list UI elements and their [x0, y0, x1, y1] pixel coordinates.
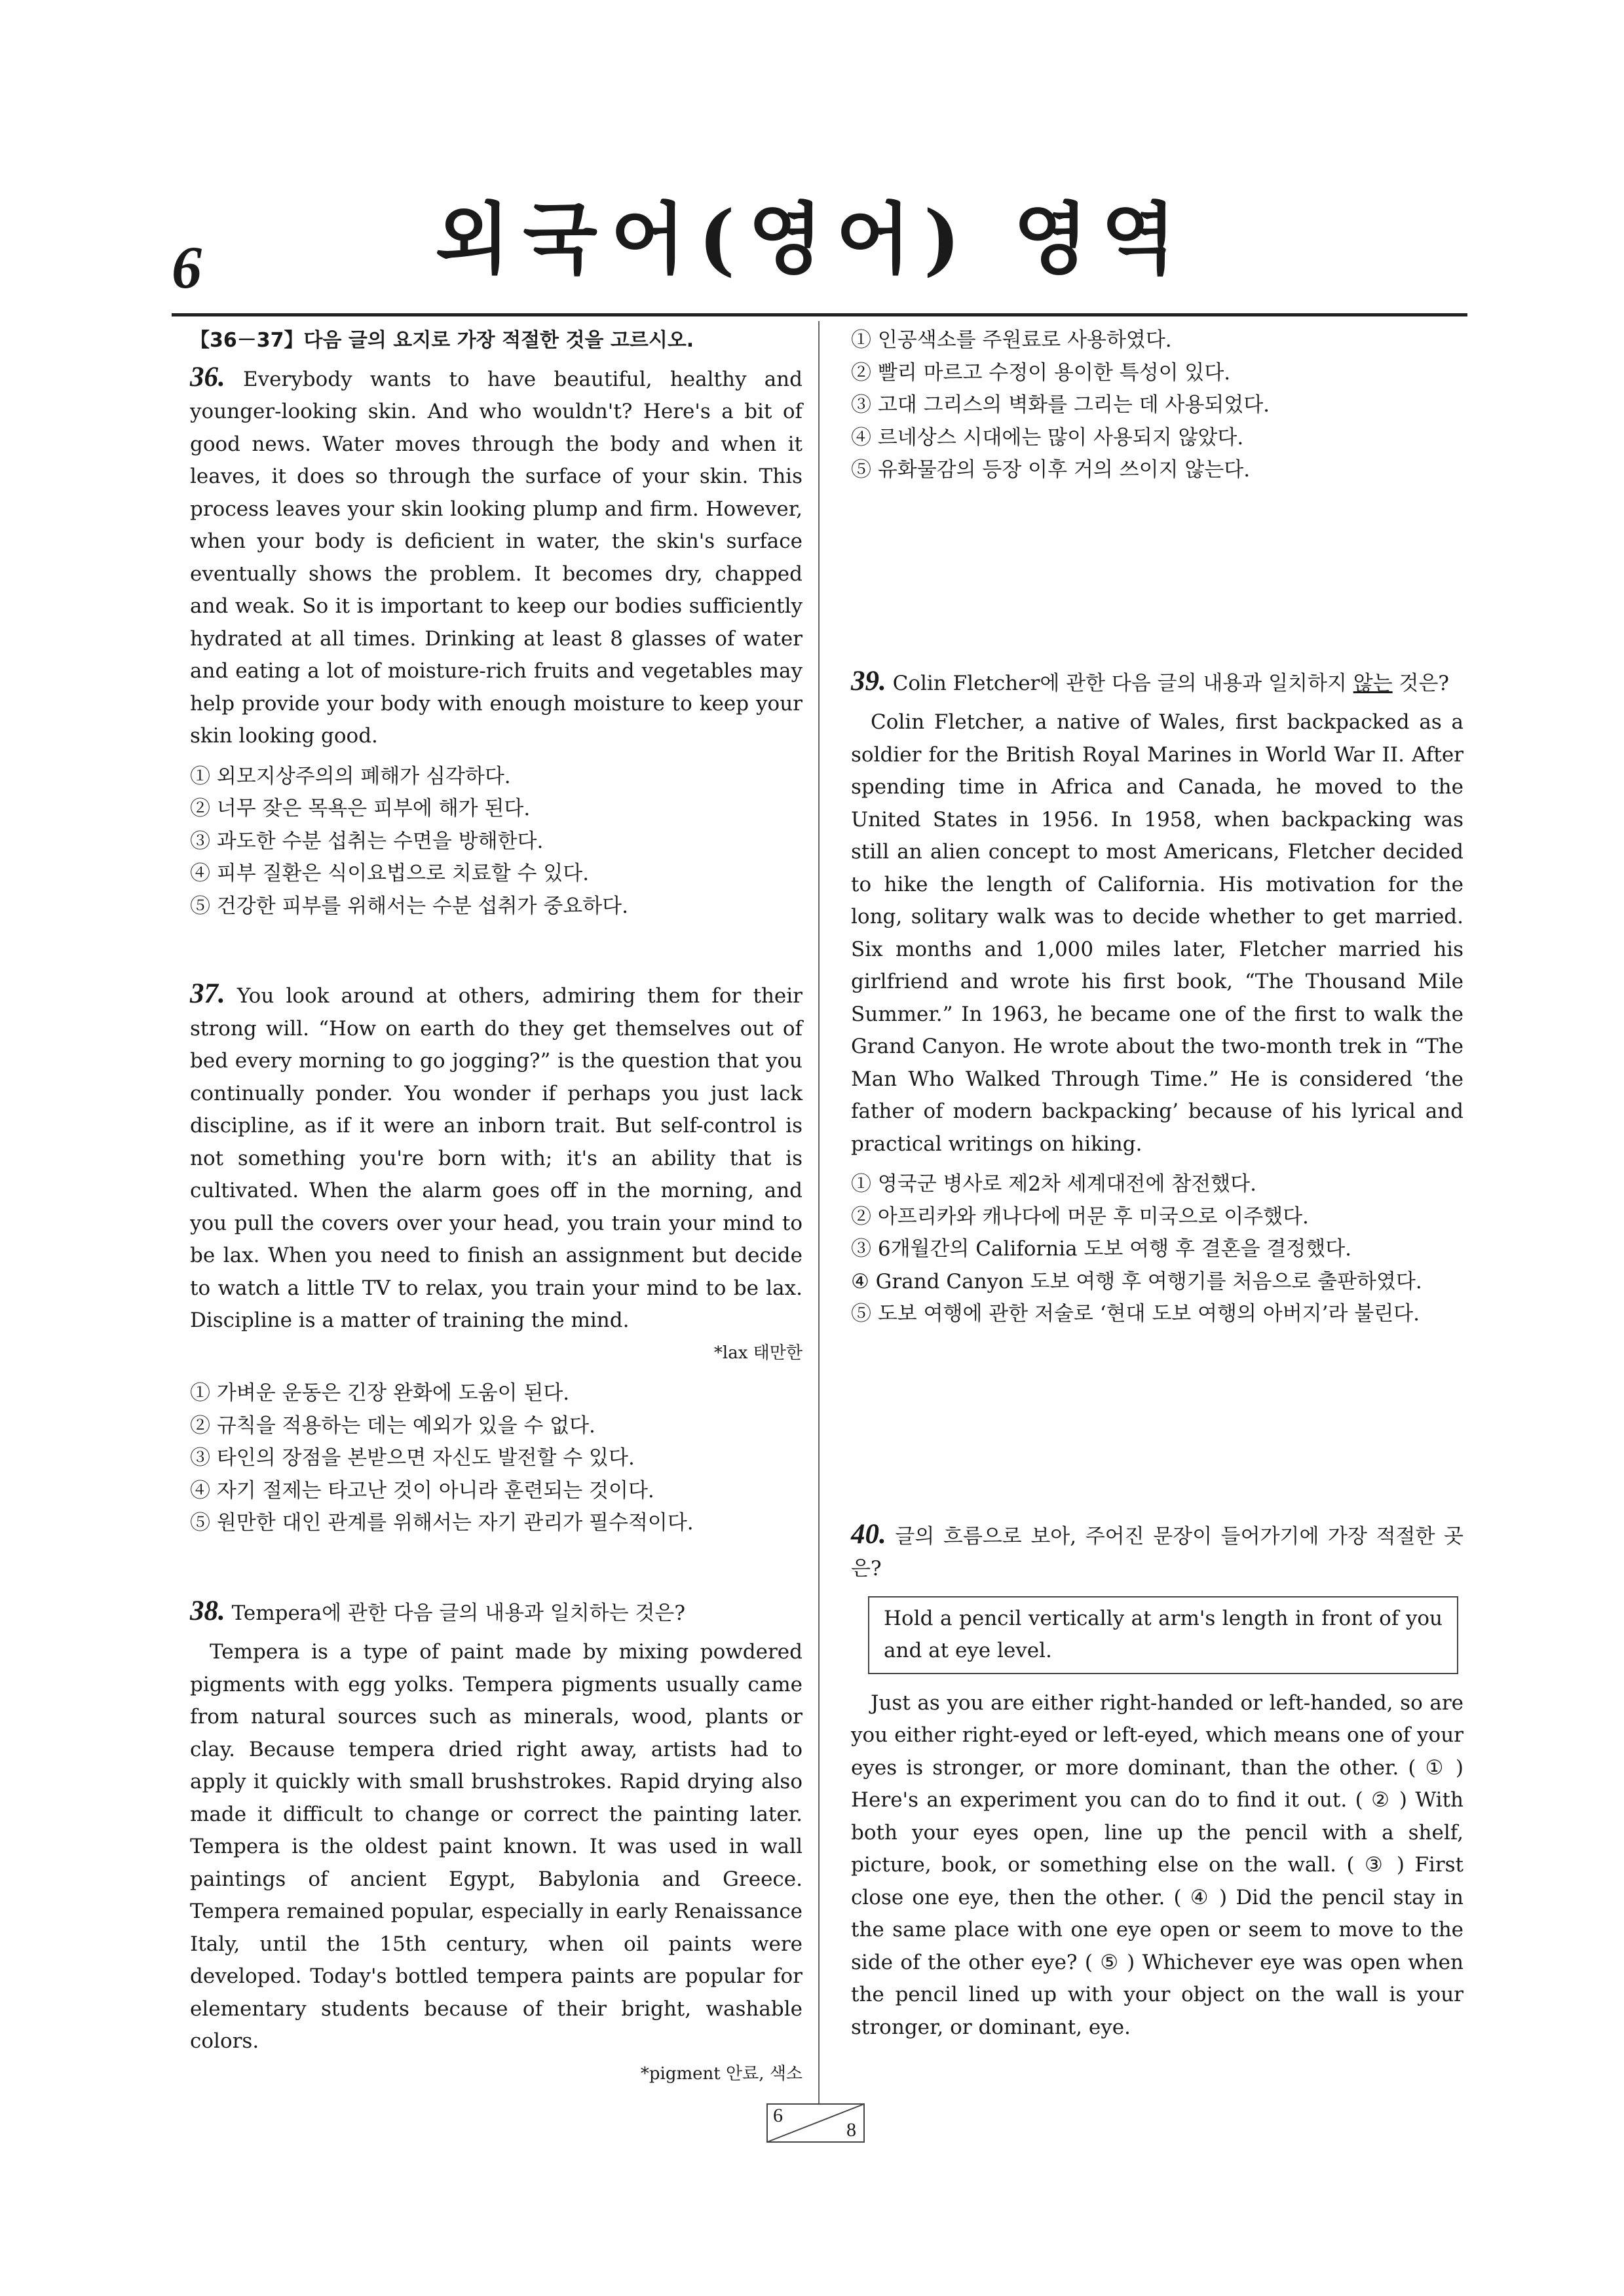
current-page: 6: [773, 2105, 783, 2126]
question-38: [190, 1595, 803, 2091]
answer-option[interactable]: ① 가벼운 운동은 긴장 완화에 도움이 된다.: [190, 1381, 570, 1405]
question-number: 40.: [851, 1518, 886, 1550]
passage-text: Just as you are either right-handed or left-handed, so are you either right-eyed or left-eyed, which means one of your eyes is stronger, or more dominant, than the other. ( ① ) Here's an experiment you can do to find it out. ( ② ) With both your eyes open, line up the pencil with a shelf, picture, book, or something else on the wall. ( ③ ) First close one eye, then the other. ( ④ ) Did the pencil stay in the same place with one eye open or seem to move to the side of the other eye? ( ⑤ ) Whichever eye was open when the pencil lined up with your object on the wall is your stronger, or dominant, eye.: [851, 1691, 1463, 2039]
answer-option[interactable]: ③ 6개월간의 California 도보 여행 후 결혼을 결정했다.: [851, 1237, 1352, 1261]
question-text-end: 것은?: [1392, 671, 1450, 695]
column-divider: [818, 321, 820, 2103]
passage-text: Everybody wants to have beautiful, healthy and younger-looking skin. And who wouldn't? Here's a bit of good news. Water moves through the body and when it leaves, it does so through the surface of your skin. This process leaves your skin looking plump and firm. However, when your body is deficient in water, the skin's surface eventually shows the problem. It becomes dry, chapped and weak. So it is important to keep our bodies sufficiently hydrated at all times. Drinking at least 8 glasses of water and eating a lot of moisture-rich fruits and vegetables may help provide your body with enough moisture to keep your skin looking good.: [190, 367, 803, 748]
question-number: 39.: [851, 665, 886, 697]
passage-text: You look around at others, admiring them for their strong will. “How on earth do they get themselves out of bed every morning to go jogging?” is the question that you continually ponder. You wonder if perhaps you just lack discipline, as if it were an inborn trait. But self-control is not something you're born with; it's an ability that is cultivated. When the alarm goes off in the morning, and you pull the covers over your head, you train your mind to be lax. When you need to finish an assignment but decide to watch a little TV to relax, you train your mind to be lax. Discipline is a matter of training the mind.: [190, 984, 803, 1332]
footnote: *pigment 안료, 색소: [640, 2063, 803, 2084]
passage-text: Colin Fletcher, a native of Wales, first backpacked as a soldier for the British Royal Marines in World War II. After spending time in Africa and Canada, he moved to the United States in 1956. In 1958, when backpacking was still an alien concept to most Americans, Fletcher decided to hike the length of California. His motivation for the long, solitary walk was to decide whether to get married. Six months and 1,000 miles later, Fletcher married his girlfriend and wrote his first book, “The Thousand Mile Summer.” In 1963, he became one of the first to walk the Grand Canyon. He wrote about the two-month trek in “The Man Who Walked Through Time.” He is considered ‘the father of modern backpacking’ because of his lyrical and practical writings on hiking.: [851, 710, 1463, 1156]
question-set-header: 【36－37】다음 글의 요지로 가장 적절한 것을 고르시오.: [190, 329, 694, 352]
answer-option[interactable]: ⑤ 건강한 피부를 위해서는 수분 섭취가 중요하다.: [190, 894, 628, 918]
answer-options: [190, 761, 803, 923]
page-indicator: [766, 2103, 865, 2143]
answer-option[interactable]: ② 아프리카와 캐나다에 머문 후 미국으로 이주했다.: [851, 1204, 1309, 1229]
answer-option[interactable]: ④ 르네상스 시대에는 많이 사용되지 않았다.: [851, 425, 1244, 450]
answer-option[interactable]: ③ 고대 그리스의 벽화를 그리는 데 사용되었다.: [851, 393, 1270, 417]
question-number: 38.: [190, 1595, 225, 1626]
answer-option[interactable]: ④ 피부 질환은 식이요법으로 치료할 수 있다.: [190, 862, 590, 885]
page-number: 6: [172, 234, 202, 301]
total-pages: 8: [846, 2119, 856, 2141]
left-column: [190, 324, 803, 2090]
question-39: [851, 665, 1463, 1331]
answer-option[interactable]: ② 너무 잦은 목욕은 피부에 해가 된다.: [190, 797, 531, 820]
answer-option[interactable]: ⑤ 원만한 대인 관계를 위해서는 자기 관리가 필수적이다.: [190, 1511, 694, 1535]
answer-option[interactable]: ② 빨리 마르고 수정이 용이한 특성이 있다.: [851, 360, 1231, 385]
question-text-underlined: 않는: [1353, 671, 1393, 695]
answer-option[interactable]: ② 규칙을 적용하는 데는 예외가 있을 수 없다.: [190, 1413, 595, 1438]
question-text: 글의 흐름으로 보아, 주어진 문장이 들어가기에 가장 적절한 곳은?: [851, 1524, 1463, 1580]
answer-option[interactable]: ① 외모지상주의의 폐해가 심각하다.: [190, 764, 511, 788]
answer-option[interactable]: ① 인공색소를 주원료로 사용하였다.: [851, 328, 1172, 352]
answer-option[interactable]: ③ 과도한 수분 섭취는 수면을 방해한다.: [190, 829, 544, 853]
answer-options: [851, 1168, 1463, 1331]
section-title: 외국어(영어) 영역: [435, 193, 1189, 284]
given-sentence-box: Hold a pencil vertically at arm's length in front of you and at eye level.: [868, 1596, 1458, 1674]
answer-option[interactable]: ④ 자기 절제는 타고난 것이 아니라 훈련되는 것이다.: [190, 1478, 654, 1502]
answer-option[interactable]: ③ 타인의 장점을 본받으면 자신도 발전할 수 있다.: [190, 1446, 635, 1470]
right-column: [851, 324, 1463, 2044]
answer-option[interactable]: ① 영국군 병사로 제2차 세계대전에 참전했다.: [851, 1172, 1256, 1196]
question-number: 36.: [190, 361, 225, 392]
answer-options: [190, 1377, 803, 1540]
question-text: Tempera에 관한 다음 글의 내용과 일치하는 것은?: [231, 1601, 685, 1625]
passage-text: Tempera is a type of paint made by mixing powdered pigments with egg yolks. Tempera pigments usually came from natural sources such as minerals, wood, plants or clay. Because tempera dried right away, artists had to apply it quickly with small brushstrokes. Rapid drying also made it difficult to change or correct the painting later. Tempera is the oldest paint known. It was used in wall paintings of ancient Egypt, Babylonia and Greece. Tempera remained popular, especially in early Renaissance Italy, until the 15th century, when oil paints were developed. Today's bottled tempera paints are popular for elementary students because of their bright, washable colors.: [190, 1640, 803, 2053]
question-36: [190, 361, 803, 923]
question-text: Colin Fletcher에 관한 다음 글의 내용과 일치하지: [892, 671, 1353, 695]
title-rule: [172, 313, 1467, 316]
q38-answer-options: [851, 324, 1463, 487]
answer-option[interactable]: ⑤ 유화물감의 등장 이후 거의 쓰이지 않는다.: [851, 458, 1251, 482]
question-37: [190, 978, 803, 1540]
question-40: [851, 1518, 1463, 2044]
footnote: *lax 태만한: [713, 1343, 803, 1363]
answer-option[interactable]: ④ Grand Canyon 도보 여행 후 여행기를 처음으로 출판하였다.: [851, 1269, 1422, 1293]
answer-option[interactable]: ⑤ 도보 여행에 관한 저술로 ‘현대 도보 여행의 아버지’라 불린다.: [851, 1302, 1420, 1326]
question-number: 37.: [190, 978, 225, 1009]
